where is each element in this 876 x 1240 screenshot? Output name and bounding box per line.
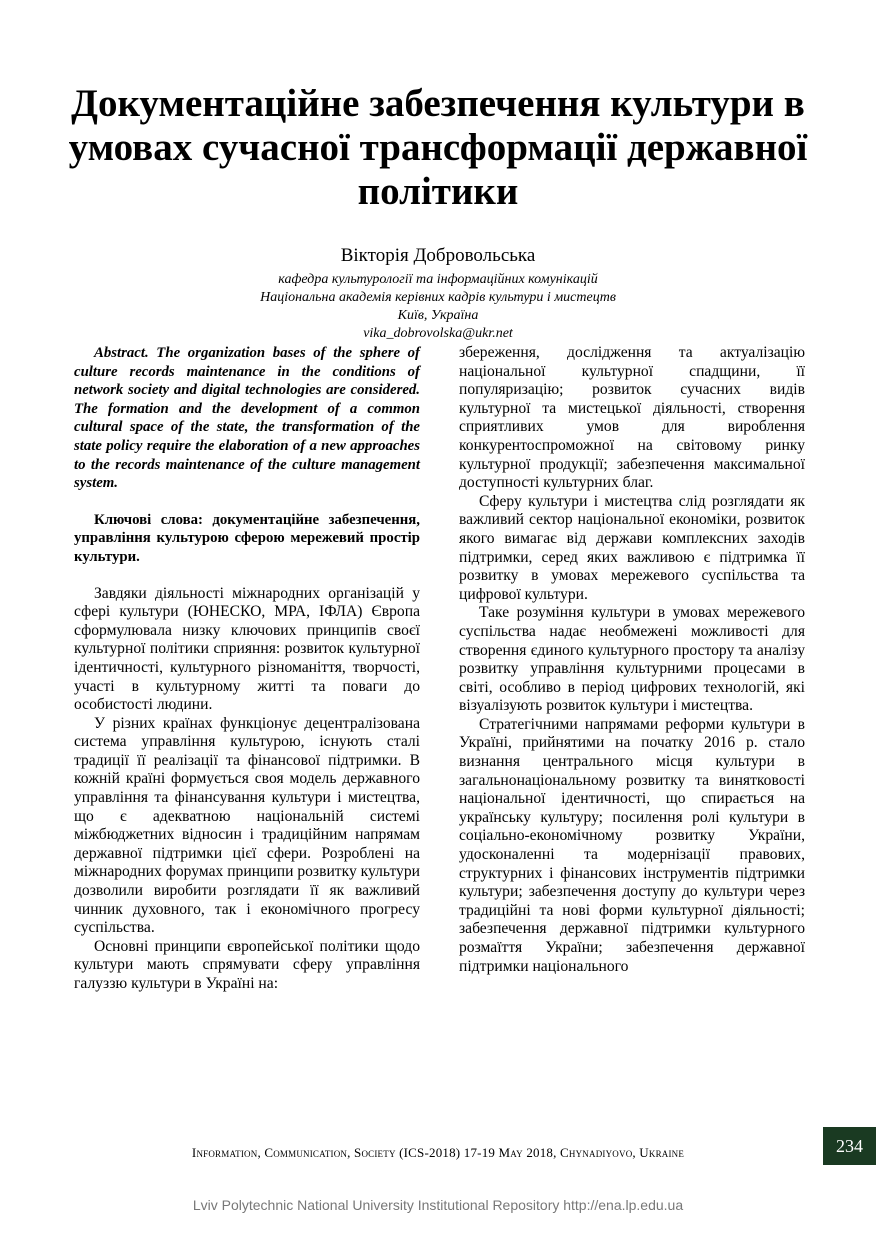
author-email: vika_dobrovolska@ukr.net [363,326,513,341]
conference-footer: Information, Communication, Society (ICS-2018) 17-19 May 2018, Chynadiyovo, Ukraine [191,1145,685,1160]
body-paragraph: У різних країнах функціонує децентралізована система управління культурою, існують сталі традиції її реалізації та фінансової підтримки. В кожній країні формується своя модель державного управління та фінансування культури і мистецтва, що є адекватною національній системі міжбюджетних відносин і традиційним напрямам державної підтримки цієї сфери. Розроблені на міжнародних форумах принципи розвитку культури дозволили виробити розглядати її як важливий чинник духовного, так і економічного прогресу суспільства. [74,714,420,937]
affiliation-institution: Національна академія керівних кадрів культури і мистецтв [260,290,616,305]
body-paragraph: Основні принципи європейської політики щодо культури мають спрямувати сферу управління галуззю культури в Україні на: [74,937,420,992]
paper-title: Документаційне забезпечення культури в умовах сучасної трансформації державної політики [68,82,808,213]
body-paragraph-continued: збереження, дослідження та актуалізацію національної культурної спадщини, її популяризацію; розвиток сучасних видів культурної та мистецької діяльності, створення сприятливих умов для вироблення конкурентоспроможної на світовому ринку культурної продукції; забезпечення максимальної доступності культурних благ. [459,344,805,492]
body-paragraph: Завдяки діяльності міжнародних організацій у сфері культури (ЮНЕСКО, МРА, ІФЛА) Європа сформулювала низку ключових принципів своєї культурної політики сприяння: розвиток культурної ідентичності, культурного різноманіття, творчості, участі в культурному житті та поваги до особистості людини. [74,584,420,714]
body-paragraph: Сферу культури і мистецтва слід розглядати як важливий сектор національної економіки, розвиток якого вимагає від держави комплексних заходів підтримки, серед яких важливою є підтримка її розвитку в умовах мережевого суспільства та цифрової культури. [459,492,805,603]
page-number-badge: 234 [823,1127,876,1165]
body-paragraph: Таке розуміння культури в умовах мережевого суспільства надає необмежені можливості для створення єдиного культурного простору та аналізу розвитку управління культурними процесами в світі, особливо в період цифрових технологій, які візуалізують розвиток культури і мистецтва. [459,604,805,715]
left-column [74,344,420,994]
affiliation-city: Київ, Україна [397,308,479,323]
affiliation-department: кафедра культурології та інформаційних комунікацій [278,272,598,287]
body-paragraph: Стратегічними напрямами реформи культури в Україні, прийнятими на початку 2016 р. стало визнання центрального місця культури в загальнонаціональному розвитку та винятковості національної ідентичності, що спирається на українську культуру; посилення ролі культури в соціально-економічному розвитку України, удосконаленні та модернізації правових, структурних і фінансових інструментів підтримки культури; забезпечення доступу до культури через традиційні та нові форми культурної діяльності; забезпечення державної підтримки культурного розмаїття України; забезпечення державної підтримки національного [459,715,805,975]
author-name: Вікторія Добровольська [340,245,536,266]
keywords: Ключові слова: документаційне забезпечення, управління культурою сферою мережевий простір культури. [74,511,420,565]
repository-watermark: Lviv Polytechnic National University Institutional Repository http://ena.lp.edu.ua [192,1197,684,1213]
abstract: Abstract. The organization bases of the sphere of culture records maintenance in the conditions of network society and digital technologies are considered. The formation and the development of a common cultural space of the state, the transformation of the state policy require the elaboration of a new approaches to the records maintenance of the culture management system. [74,345,420,492]
right-column [459,344,805,976]
